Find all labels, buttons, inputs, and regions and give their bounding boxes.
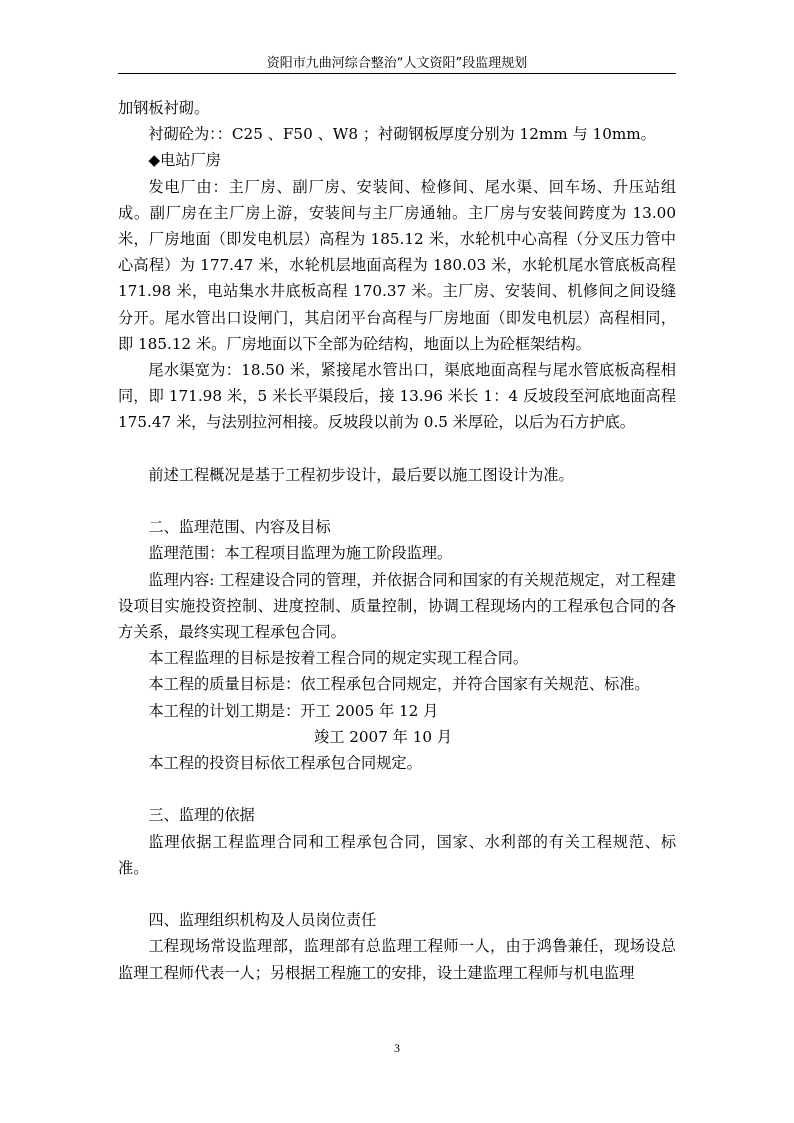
section-heading: 三、监理的依据 [148,806,255,825]
document-body [118,95,676,986]
paragraph: 工程现场常设监理部，监理部有总监理工程师一人，由于鸿鲁兼任，现场设总监理工程师代表一人；另根据工程施工的安排，设土建监理工程师与机电监理 [118,937,676,982]
paragraph: 前述工程概况是基于工程初步设计，最后要以施工图设计为准。 [148,465,574,484]
paragraph: 本工程监理的目标是按着工程合同的规定实现工程合同。 [148,649,529,668]
page-number: 3 [394,1041,400,1055]
page-header: 资阳市九曲河综合整治“人文资阳”段监理规划 [266,56,528,71]
paragraph: 衬砌砼为：：C25 、F50 、W8 ；衬砌钢板厚度分别为 12mm 与 10mm。 [148,125,656,144]
paragraph: 监理依据工程监理合同和工程承包合同，国家、水利部的有关工程规范、标准。 [118,832,676,877]
section-heading-power-station: ◆电站厂房 [148,151,221,170]
paragraph: 监理范围：本工程项目监理为施工阶段监理。 [148,544,453,563]
section-heading: 四、监理组织机构及人员岗位责任 [148,911,377,930]
section-heading: 二、监理范围、内容及目标 [148,518,331,537]
paragraph: 本工程的投资目标依工程承包合同规定。 [148,754,422,773]
paragraph: 尾水渠宽为：18.50 米，紧接尾水管出口，渠底地面高程与尾水管底板高程相同，即 171.98 米，5 米长平渠段后，接 13.96 米长 1：4 反坡段至河底地面高程 175.47 米，与法别拉河相接。反坡段以前为 0.5 米厚砼，以后为石方护底。 [118,361,676,432]
paragraph: 发电厂由：主厂房、副厂房、安装间、检修间、尾水渠、回车场、升压站组成。副厂房在主厂房上游，安装间与主厂房通轴。主厂房与安装间跨度为 13.00 米，厂房地面（即发电机层）高程为 185.12 米，水轮机中心高程（分叉压力管中心高程）为 177.47 米，水轮机层地面高程为 180.03 米，水轮机尾水管底板高程 171.98 米，电站集水井底板高程 170.37 米。主厂房、安装间、机修间之间设缝分开。尾水管出口设闸门，其启闭平台高程与厂房地面（即发电机层）高程相同，即 185.12 米。厂房地面以下全部为砼结构，地面以上为砼框架结构。 [118,177,676,353]
header-rule [118,73,676,74]
paragraph: 监理内容: 工程建设合同的管理，并依据合同和国家的有关规范规定，对工程建设项目实施投资控制、进度控制、质量控制，协调工程现场内的工程承包合同的各方关系，最终实现工程承包合同。 [118,570,676,642]
paragraph: 本工程的计划工期是：开工 2005 年 12 月 [148,701,439,720]
paragraph: 加钢板衬砌。 [118,99,210,117]
paragraph: 竣工 2007 年 10 月 [314,727,453,746]
paragraph: 本工程的质量目标是：依工程承包合同规定，并符合国家有关规范、标准。 [148,675,650,694]
